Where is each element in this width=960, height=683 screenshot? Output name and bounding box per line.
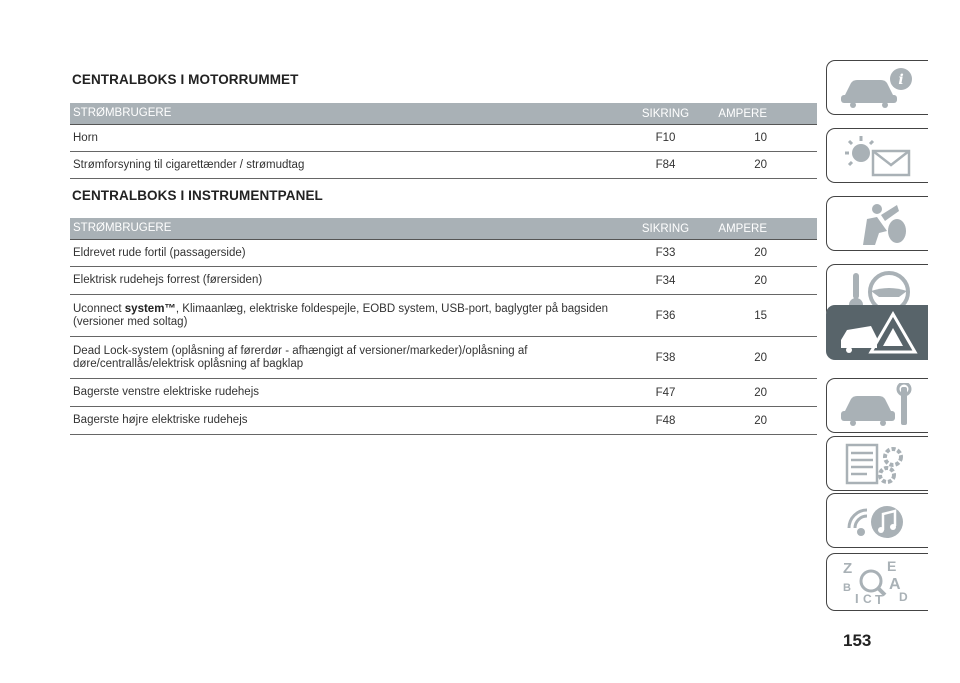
alphabetical-index-icon [837, 559, 919, 605]
table-row: Bagerste venstre elektriske rudehejs F47 20 [70, 379, 817, 407]
table-row: Strømforsyning til cigarettænder / strømudtag F84 20 [70, 152, 817, 179]
airbag-seat-icon [837, 201, 919, 247]
svg-text:T: T [874, 592, 883, 605]
svg-text:D: D [898, 590, 908, 604]
svg-text:i: i [897, 71, 904, 88]
technical-data-icon [837, 441, 919, 487]
table-row: Eldrevet rude fortil (passagerside) F33 20 [70, 240, 817, 267]
table-row: Dead Lock-system (oplåsning af førerdør - afhængigt af versioner/markeder)/oplåsning af døre/centrallås/elektrisk oplåsning af bagklap F38 20 [70, 337, 817, 379]
header-ampere: AMPERE [718, 107, 767, 120]
svg-text:I: I [854, 591, 859, 605]
section-title-engine-box: CENTRALBOKS I MOTORRUMMET [72, 72, 299, 87]
fuse-table-dashboard-box [70, 218, 817, 435]
tab-index[interactable] [826, 553, 928, 611]
header-consumer: STRØMBRUGERE [73, 222, 172, 234]
warning-light-message-icon [837, 133, 919, 179]
table-header [70, 103, 817, 125]
car-emergency-warning-icon [837, 310, 919, 356]
tab-emergency[interactable] [826, 305, 928, 360]
car-info-icon [837, 65, 919, 111]
header-fuse: SIKRING [641, 222, 690, 235]
table-header [70, 218, 817, 240]
table-row: Bagerste højre elektriske rudehejs F48 20 [70, 407, 817, 435]
car-maintenance-icon [837, 383, 919, 429]
svg-text:B: B [842, 582, 851, 594]
tab-warning-lights[interactable] [826, 128, 928, 183]
svg-text:E: E [886, 559, 896, 574]
tab-safety[interactable] [826, 196, 928, 251]
tab-car-info[interactable] [826, 60, 928, 115]
uconnect-system-bold: system™ [124, 302, 176, 315]
svg-text:Z: Z [842, 560, 852, 577]
header-fuse: SIKRING [641, 107, 690, 120]
svg-text:C: C [862, 592, 872, 605]
table-row: Uconnect system™, Klimaanlæg, elektriske foldespejle, EOBD system, USB-port, baglygter på bagsiden (versioner med soltag) F36 15 [70, 295, 817, 337]
header-ampere: AMPERE [718, 222, 767, 235]
header-consumer: STRØMBRUGERE [73, 107, 172, 119]
fuse-table-engine-box [70, 103, 817, 179]
svg-text:A: A [888, 576, 901, 593]
table-row: Horn F10 10 [70, 125, 817, 152]
table-row: Elektrisk rudehejs forrest (førersiden) F34 20 [70, 267, 817, 295]
section-title-dashboard-box: CENTRALBOKS I INSTRUMENTPANEL [72, 188, 323, 203]
tab-multimedia[interactable] [826, 493, 928, 548]
tab-maintenance[interactable] [826, 378, 928, 433]
multimedia-icon [837, 498, 919, 544]
tab-technical-data[interactable] [826, 436, 928, 491]
page-number: 153 [843, 631, 872, 650]
